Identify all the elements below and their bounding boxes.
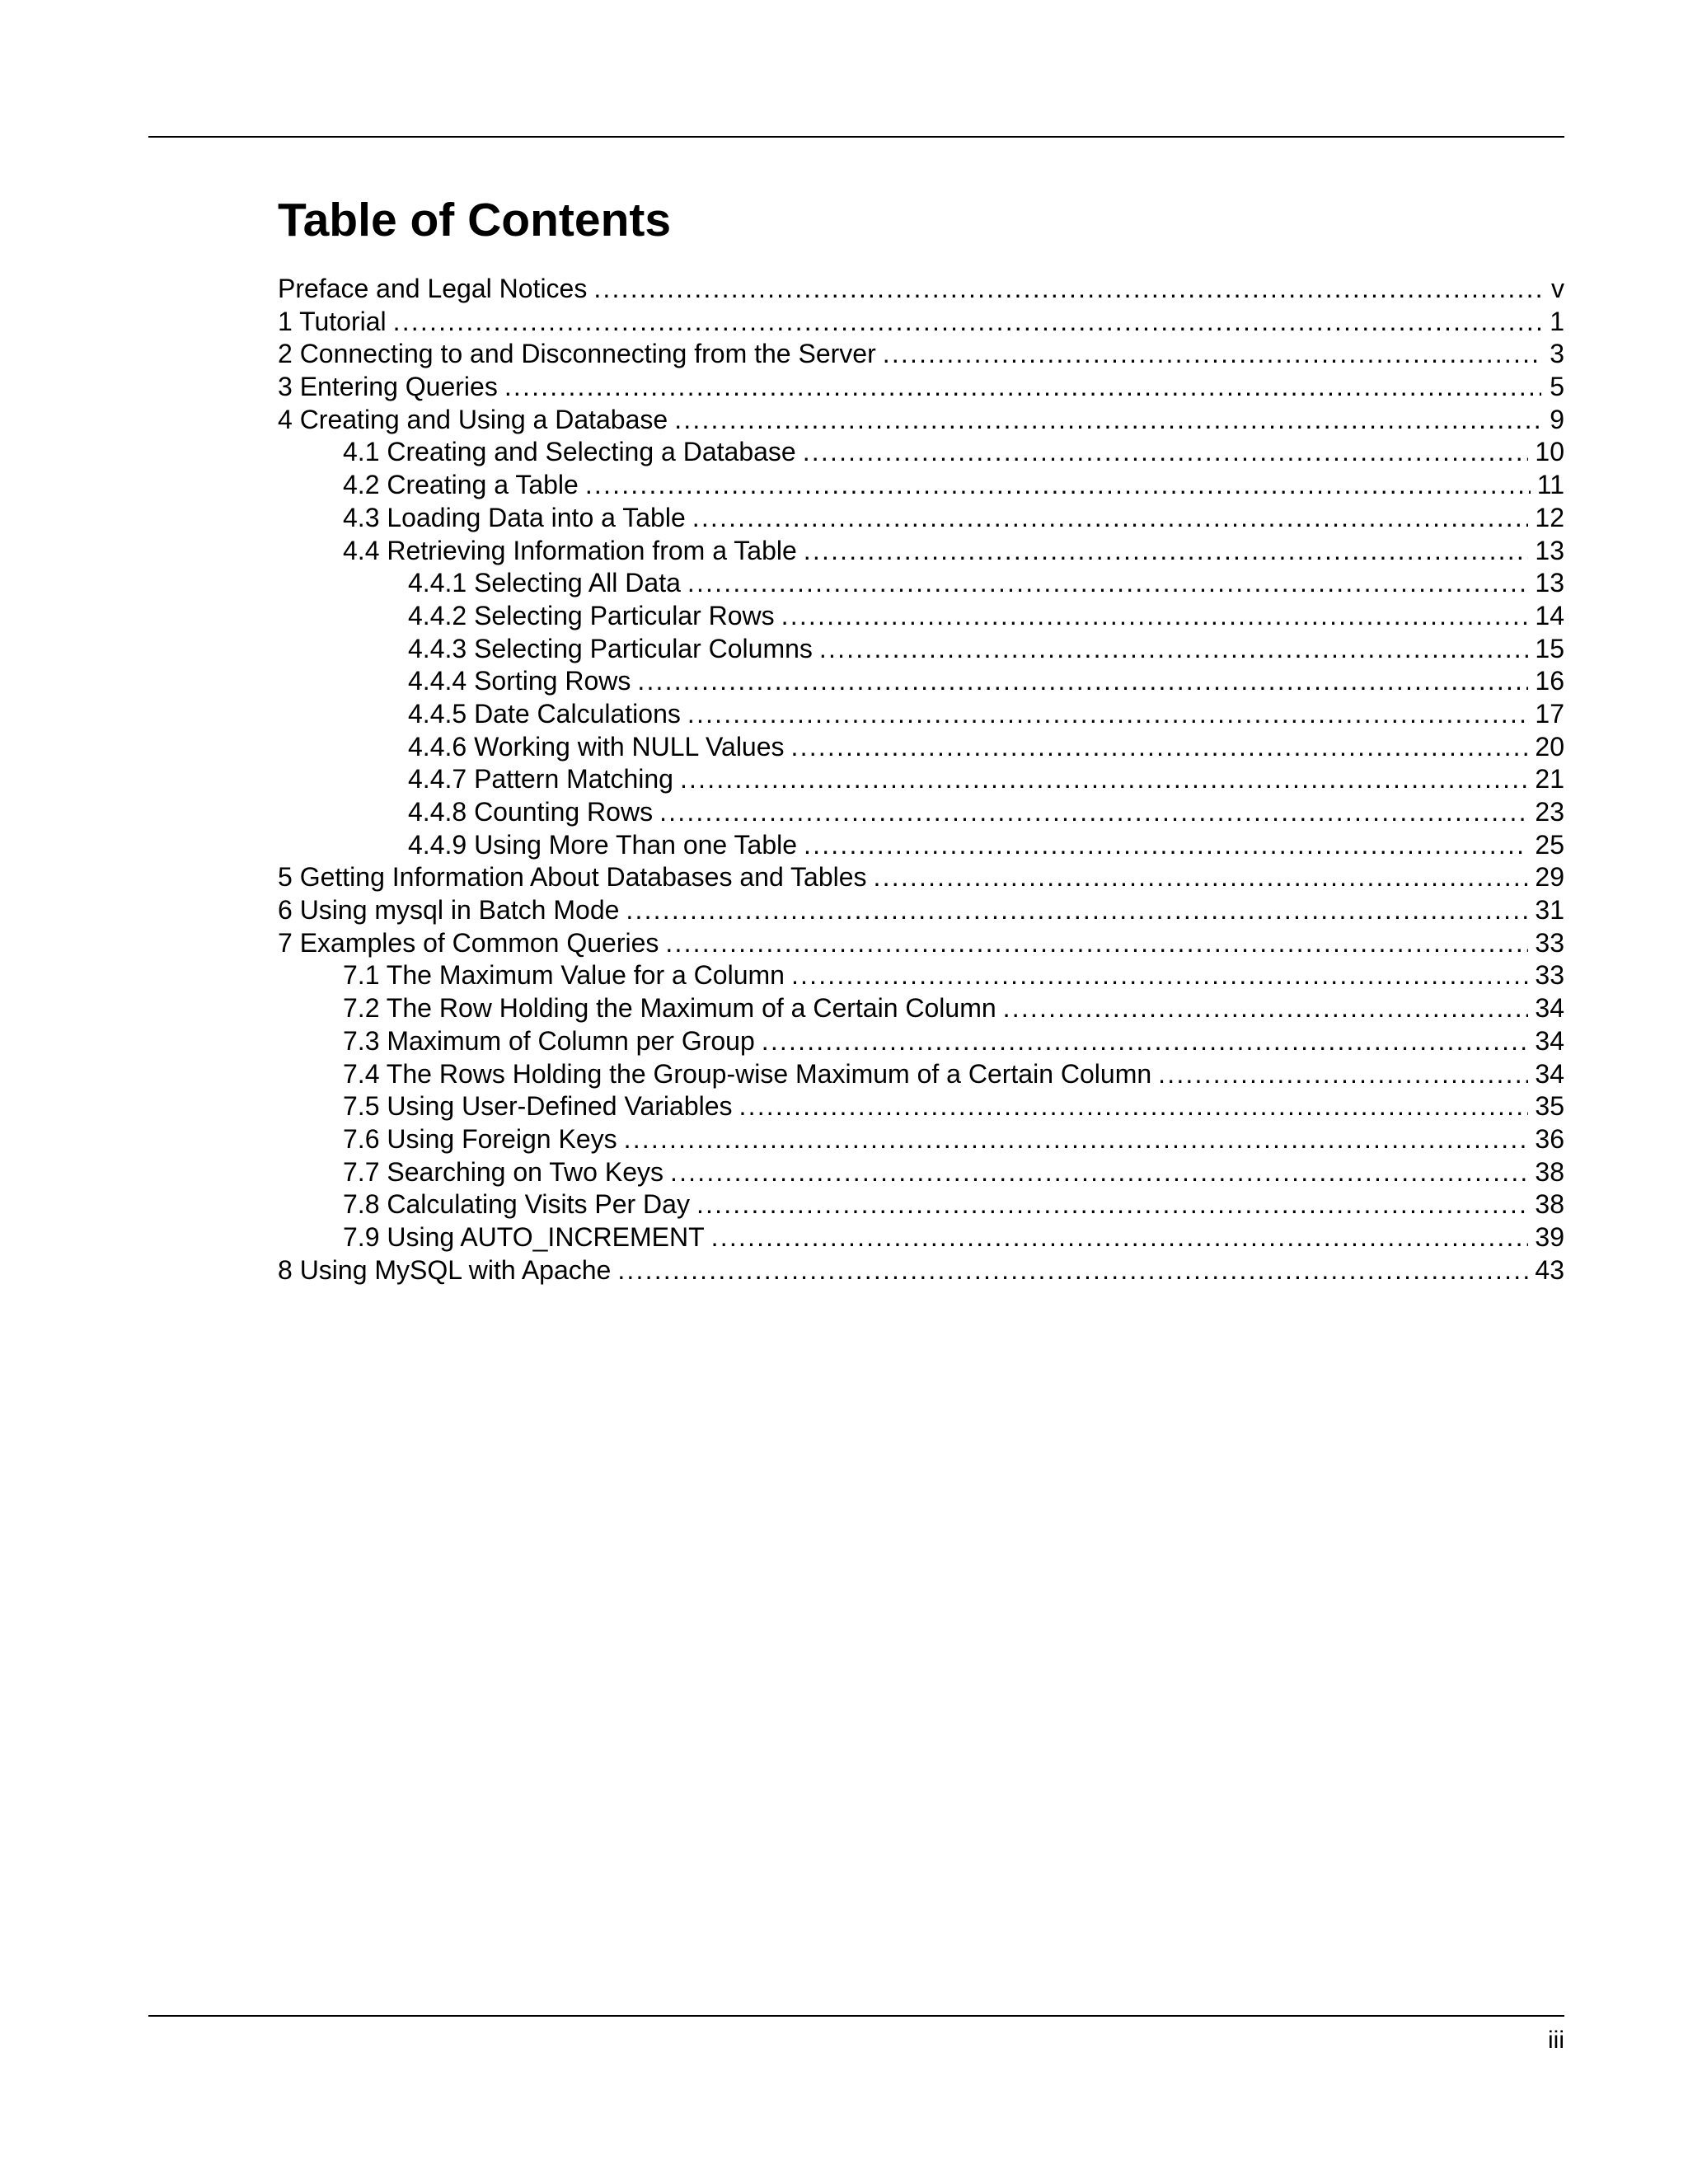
toc-entry-label[interactable]: 7.1 The Maximum Value for a Column <box>343 960 785 991</box>
toc-entry-label[interactable]: 4 Creating and Using a Database <box>278 404 668 434</box>
toc-entry[interactable] <box>278 633 1564 666</box>
toc-list <box>278 273 1564 1286</box>
toc-entry[interactable] <box>278 1221 1564 1254</box>
toc-entry-page-number[interactable]: 10 <box>1535 437 1564 467</box>
toc-entry[interactable] <box>278 992 1564 1025</box>
dot-leader <box>393 306 1541 339</box>
toc-entry-page-number[interactable]: 33 <box>1535 960 1564 991</box>
toc-entry-page-number[interactable]: 15 <box>1535 633 1564 663</box>
footer-rule <box>148 2015 1564 2017</box>
toc-entry[interactable] <box>278 1123 1564 1156</box>
toc-entry-page-number[interactable]: 34 <box>1535 1058 1564 1089</box>
toc-entry[interactable] <box>278 338 1564 371</box>
toc-entry-label[interactable]: 8 Using MySQL with Apache <box>278 1254 612 1285</box>
toc-entry[interactable] <box>278 600 1564 633</box>
dot-leader <box>670 1156 1528 1189</box>
toc-entry-label[interactable]: 4.3 Loading Data into a Table <box>343 502 686 532</box>
toc-entry-label[interactable]: 7.6 Using Foreign Keys <box>343 1123 617 1154</box>
toc-entry-page-number[interactable]: 12 <box>1535 502 1564 532</box>
toc-entry[interactable] <box>278 894 1564 927</box>
toc-entry[interactable] <box>278 959 1564 992</box>
toc-entry-label[interactable]: 4.4 Retrieving Information from a Table <box>343 535 797 565</box>
dot-leader <box>711 1221 1529 1254</box>
toc-entry-label[interactable]: 4.4.7 Pattern Matching <box>408 764 673 794</box>
toc-entry-page-number[interactable]: 13 <box>1535 535 1564 565</box>
toc-entry-label[interactable]: 1 Tutorial <box>278 306 387 336</box>
dot-leader <box>781 600 1529 633</box>
dot-leader <box>1158 1058 1528 1091</box>
toc-entry-label[interactable]: 4.1 Creating and Selecting a Database <box>343 437 796 467</box>
toc-entry[interactable] <box>278 1090 1564 1123</box>
dot-leader <box>659 796 1528 829</box>
page-title: Table of Contents <box>278 194 672 246</box>
toc-entry[interactable] <box>278 404 1564 437</box>
toc-entry-page-number[interactable]: 38 <box>1535 1189 1564 1220</box>
dot-leader <box>692 502 1529 535</box>
toc-entry-label[interactable]: 7.5 Using User-Defined Variables <box>343 1091 733 1122</box>
toc-entry-page-number[interactable]: 43 <box>1535 1254 1564 1285</box>
toc-entry[interactable] <box>278 306 1564 339</box>
toc-entry[interactable] <box>278 1058 1564 1091</box>
toc-entry-label[interactable]: 4.4.1 Selecting All Data <box>408 568 681 598</box>
dot-leader <box>791 731 1529 764</box>
toc-entry-label[interactable]: 5 Getting Information About Databases and Tables <box>278 862 867 893</box>
toc-entry[interactable] <box>278 763 1564 796</box>
dot-leader <box>665 927 1528 960</box>
toc-entry-label[interactable]: 4.4.4 Sorting Rows <box>408 666 631 696</box>
toc-entry-page-number[interactable]: 17 <box>1535 698 1564 729</box>
toc-entry-page-number[interactable]: 1 <box>1550 306 1564 336</box>
toc-entry-label[interactable]: 4.2 Creating a Table <box>343 470 579 500</box>
dot-leader <box>687 567 1529 600</box>
toc-entry[interactable] <box>278 1254 1564 1287</box>
toc-entry-label[interactable]: 7.8 Calculating Visits Per Day <box>343 1189 690 1220</box>
toc-entry-page-number[interactable]: 11 <box>1536 470 1564 500</box>
toc-entry-page-number[interactable]: 21 <box>1535 764 1564 794</box>
toc-entry-page-number[interactable]: 35 <box>1535 1091 1564 1122</box>
toc-entry-page-number[interactable]: 31 <box>1535 895 1564 926</box>
toc-entry-page-number[interactable]: 13 <box>1535 568 1564 598</box>
toc-entry-label[interactable]: 4.4.8 Counting Rows <box>408 797 654 827</box>
toc-entry-page-number[interactable]: 29 <box>1535 862 1564 893</box>
toc-entry-page-number[interactable]: 39 <box>1535 1221 1564 1252</box>
toc-entry-page-number[interactable]: 34 <box>1535 993 1564 1024</box>
toc-entry-label[interactable]: 7.4 The Rows Holding the Group-wise Maximum of a Certain Column <box>343 1058 1152 1089</box>
toc-entry-page-number[interactable]: 36 <box>1535 1123 1564 1154</box>
toc-entry-page-number[interactable]: 14 <box>1535 600 1564 630</box>
toc-entry-page-number[interactable]: 33 <box>1535 927 1564 958</box>
toc-entry[interactable] <box>278 861 1564 894</box>
toc-entry-label[interactable]: 4.4.3 Selecting Particular Columns <box>408 633 813 663</box>
header-rule <box>148 136 1564 138</box>
dot-leader <box>1003 992 1529 1025</box>
toc-entry-label[interactable]: 2 Connecting to and Disconnecting from the Server <box>278 339 876 369</box>
toc-entry-label[interactable]: 3 Entering Queries <box>278 372 498 402</box>
dot-leader <box>624 1123 1529 1156</box>
dot-leader <box>804 535 1529 568</box>
toc-entry[interactable] <box>278 1025 1564 1058</box>
toc-entry[interactable] <box>278 273 1564 306</box>
toc-entry[interactable] <box>278 371 1564 404</box>
dot-leader <box>883 338 1541 371</box>
toc-entry[interactable] <box>278 796 1564 829</box>
toc-entry-page-number[interactable]: v <box>1551 274 1564 303</box>
toc-entry-page-number[interactable]: 23 <box>1535 797 1564 827</box>
toc-entry-label[interactable]: 4.4.6 Working with NULL Values <box>408 731 785 762</box>
toc-entry-page-number[interactable]: 9 <box>1550 404 1564 434</box>
dot-leader <box>874 861 1529 894</box>
dot-leader <box>762 1025 1529 1058</box>
toc-entry[interactable] <box>278 535 1564 568</box>
dot-leader <box>617 1254 1528 1287</box>
toc-entry-label[interactable]: 4.4.9 Using More Than one Table <box>408 829 798 860</box>
page-number: iii <box>1548 2027 1564 2054</box>
toc-entry-page-number[interactable]: 16 <box>1535 666 1564 696</box>
dot-leader <box>819 633 1529 666</box>
toc-entry-label[interactable]: Preface and Legal Notices <box>278 274 588 303</box>
toc-entry-page-number[interactable]: 38 <box>1535 1156 1564 1187</box>
dot-leader <box>585 469 1531 502</box>
dot-leader <box>626 894 1528 927</box>
toc-entry-label[interactable]: 7 Examples of Common Queries <box>278 927 659 958</box>
toc-entry-page-number[interactable]: 34 <box>1535 1025 1564 1056</box>
toc-entry-label[interactable]: 7.3 Maximum of Column per Group <box>343 1025 755 1056</box>
toc-entry-label[interactable]: 7.2 The Row Holding the Maximum of a Certain Column <box>343 993 996 1024</box>
dot-leader <box>637 665 1528 698</box>
dot-leader <box>696 1188 1528 1221</box>
dot-leader <box>803 436 1529 469</box>
dot-leader <box>791 959 1528 992</box>
toc-entry[interactable] <box>278 502 1564 535</box>
toc-entry-page-number[interactable]: 25 <box>1535 829 1564 860</box>
dot-leader <box>593 273 1541 306</box>
toc-entry[interactable] <box>278 469 1564 502</box>
toc-entry[interactable] <box>278 1156 1564 1189</box>
toc-entry-page-number[interactable]: 3 <box>1550 339 1564 369</box>
dot-leader <box>804 829 1528 862</box>
toc-entry[interactable] <box>278 927 1564 960</box>
dot-leader <box>504 371 1541 404</box>
toc-entry[interactable] <box>278 665 1564 698</box>
dot-leader <box>687 698 1529 731</box>
toc-entry-label[interactable]: 7.9 Using AUTO_INCREMENT <box>343 1221 705 1252</box>
toc-entry-label[interactable]: 4.4.2 Selecting Particular Rows <box>408 600 775 630</box>
dot-leader <box>680 763 1528 796</box>
toc-entry-label[interactable]: 7.7 Searching on Two Keys <box>343 1156 663 1187</box>
dot-leader <box>739 1090 1529 1123</box>
dot-leader <box>674 404 1541 437</box>
toc-entry-page-number[interactable]: 20 <box>1535 731 1564 762</box>
toc-entry-label[interactable]: 4.4.5 Date Calculations <box>408 698 681 729</box>
toc-entry[interactable] <box>278 698 1564 731</box>
toc-entry-page-number[interactable]: 5 <box>1550 372 1564 402</box>
toc-entry-label[interactable]: 6 Using mysql in Batch Mode <box>278 895 620 926</box>
toc-entry[interactable] <box>278 436 1564 469</box>
toc-entry[interactable] <box>278 1188 1564 1221</box>
toc-entry[interactable] <box>278 829 1564 862</box>
toc-entry[interactable] <box>278 567 1564 600</box>
toc-entry[interactable] <box>278 731 1564 764</box>
